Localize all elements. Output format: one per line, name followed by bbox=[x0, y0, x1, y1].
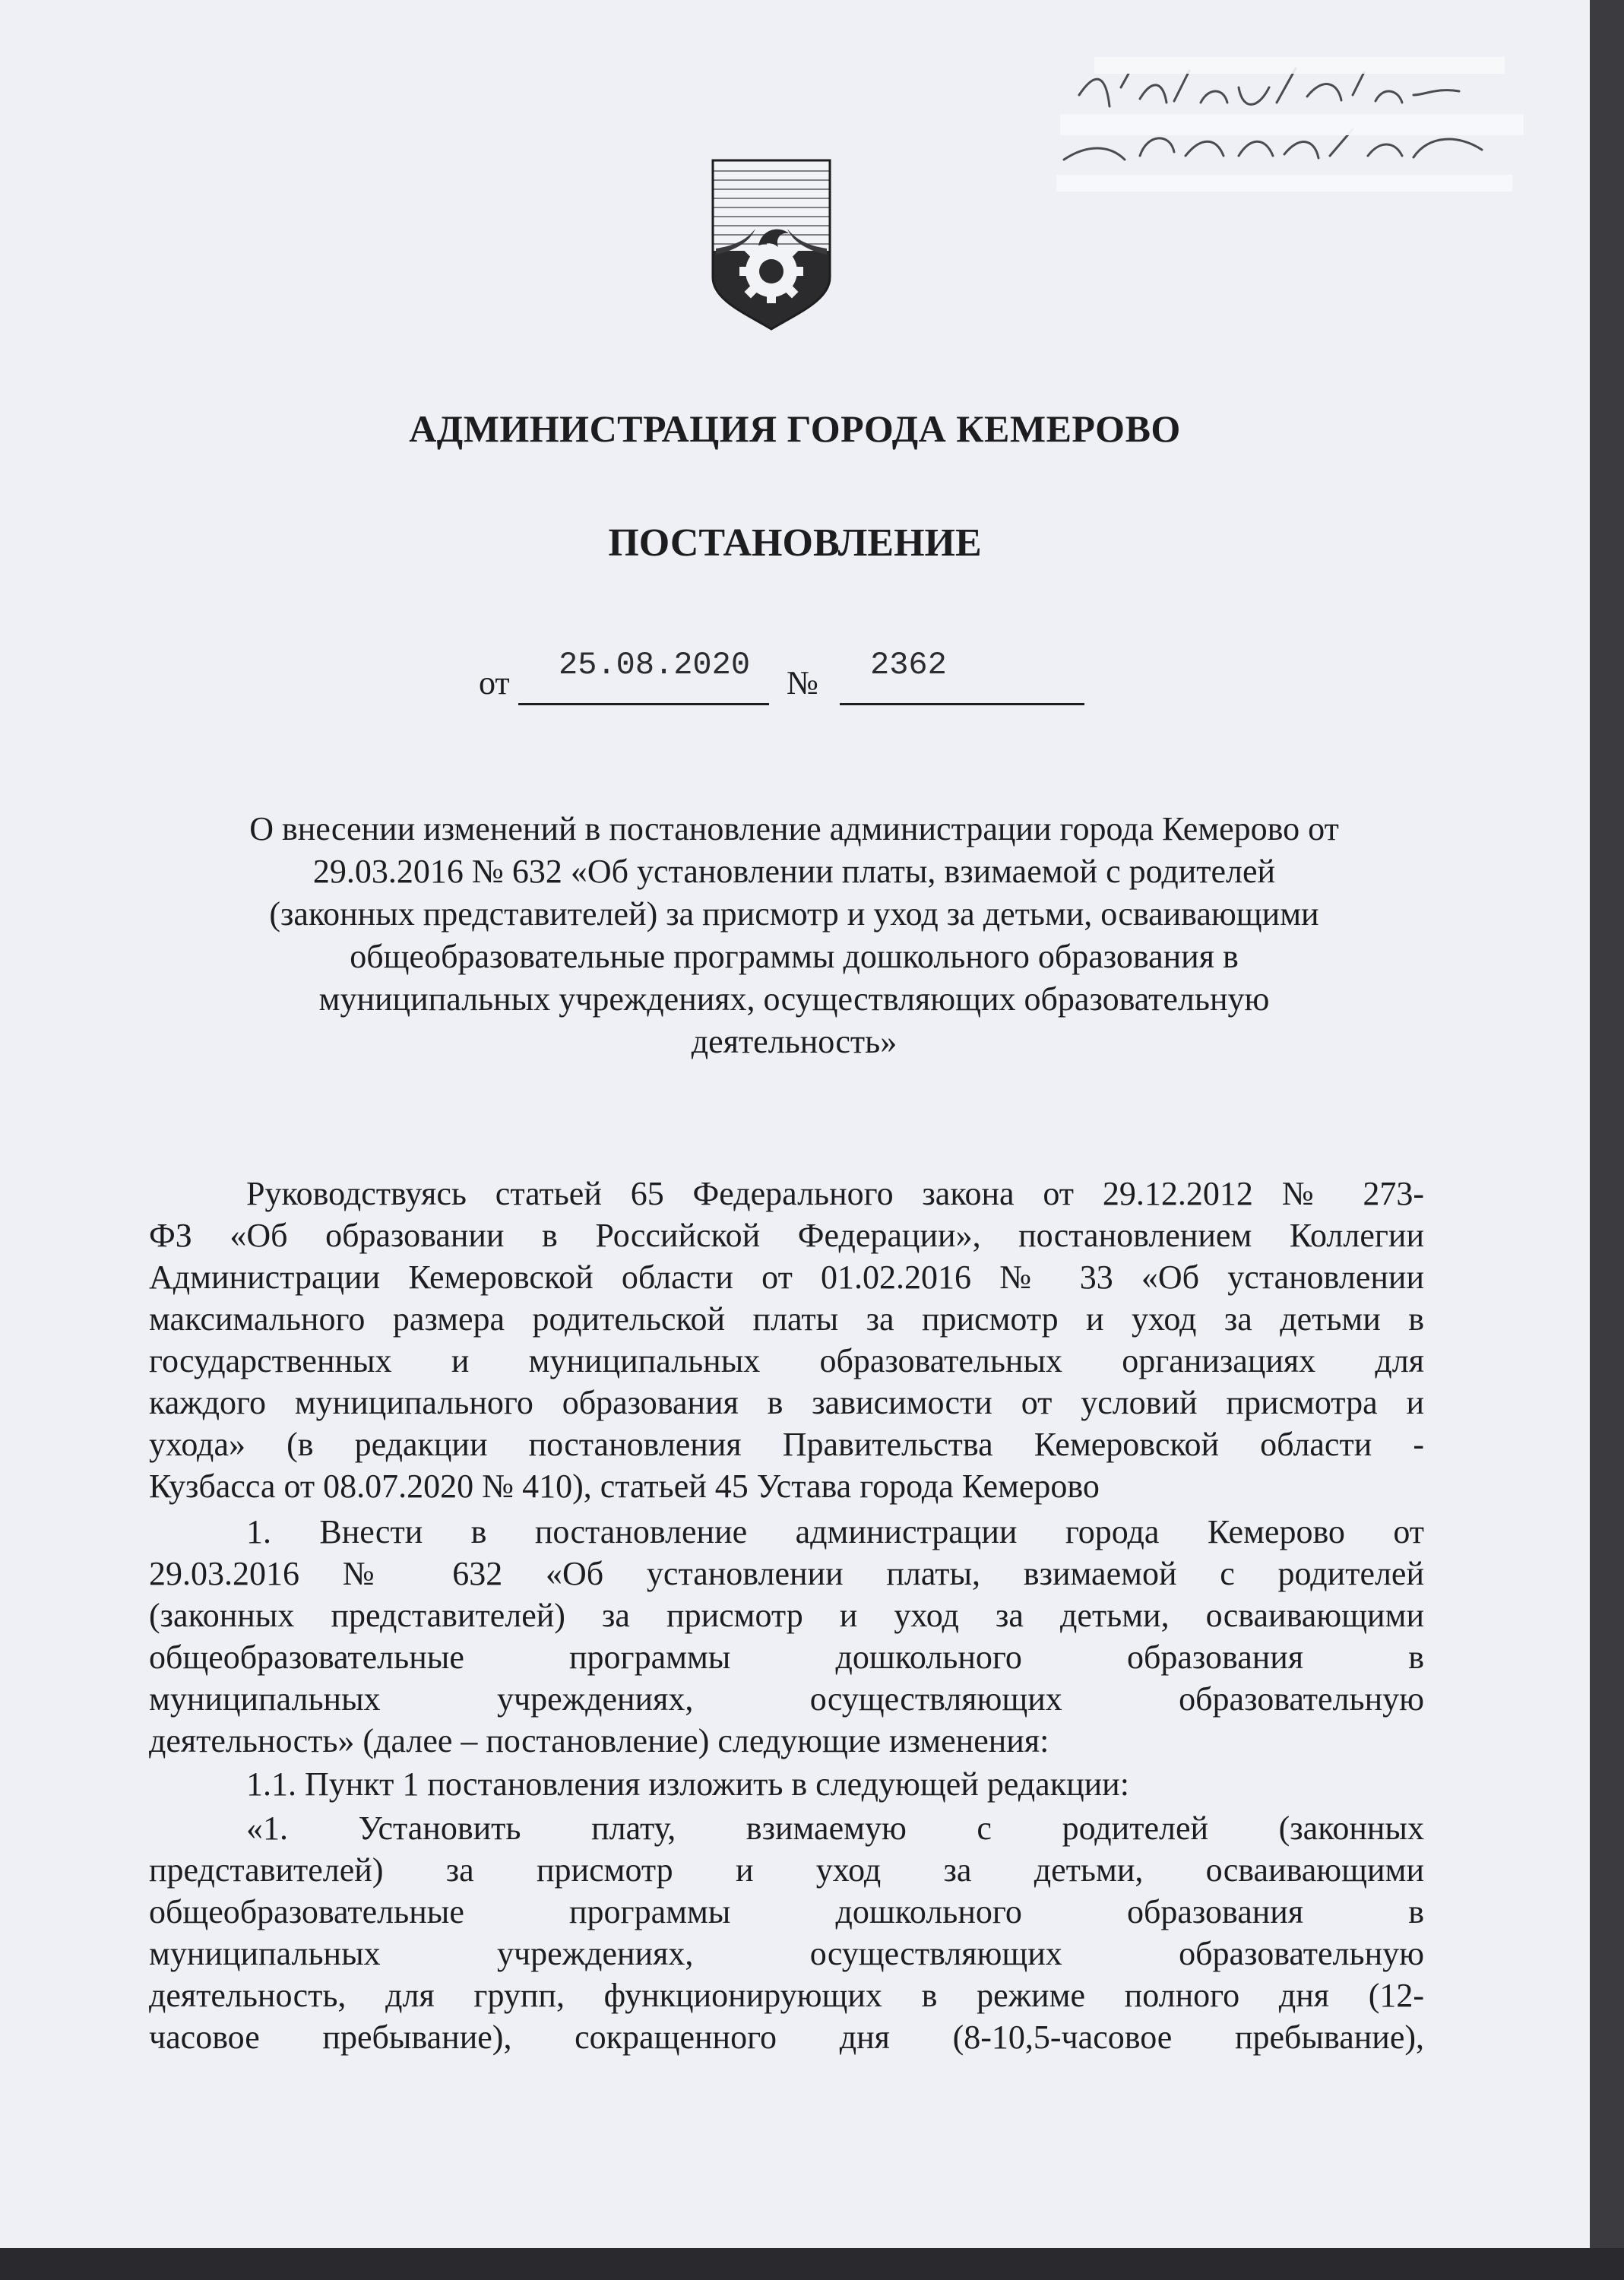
number-label: № bbox=[787, 664, 818, 701]
date-number-line bbox=[0, 647, 1590, 711]
body-line: 1.1. Пункт 1 постановления изложить в следующей редакции: bbox=[246, 1765, 1129, 1803]
body-line: общеобразовательные программы дошкольного образования в bbox=[149, 1893, 1424, 1930]
scan-edge-right bbox=[1590, 0, 1624, 2280]
body-line: 29.03.2016 № 632 «Об установлении платы, взимаемой с родителей bbox=[149, 1555, 1424, 1592]
body-line: (законных представителей) за присмотр и уход за детьми, осваивающими bbox=[149, 1597, 1424, 1634]
title-line: 29.03.2016 № 632 «Об установлении платы, взимаемой с родителей bbox=[312, 853, 1276, 890]
document-type-heading: ПОСТАНОВЛЕНИЕ bbox=[608, 521, 982, 565]
number-underline bbox=[840, 703, 1084, 705]
body-line: государственных и муниципальных образовательных организациях для bbox=[149, 1342, 1424, 1379]
title-line: общеобразовательные программы дошкольного образования в bbox=[350, 938, 1239, 975]
body-line: ухода» (в редакции постановления Правительства Кемеровской области - bbox=[149, 1426, 1424, 1463]
scan-edge-bottom bbox=[0, 2248, 1624, 2280]
body-line: представителей) за присмотр и уход за детьми, осваивающими bbox=[149, 1851, 1424, 1889]
date-underline bbox=[518, 703, 769, 705]
body-line: деятельность, для групп, функционирующих в режиме полного дня (12- bbox=[149, 1977, 1424, 2014]
body-line: Кузбасса от 08.07.2020 № 410), статьей 45 Устава города Кемерово bbox=[149, 1468, 1100, 1505]
body-line: общеобразовательные программы дошкольного образования в bbox=[149, 1639, 1424, 1676]
title-line: муниципальных учреждениях, осуществляющих образовательную bbox=[318, 980, 1270, 1018]
body-line: муниципальных учреждениях, осуществляющих образовательную bbox=[149, 1680, 1424, 1718]
body-line: максимального размера родительской платы за присмотр и уход за детьми в bbox=[149, 1300, 1424, 1338]
body-line: каждого муниципального образования в зависимости от условий присмотра и bbox=[149, 1384, 1424, 1421]
handwritten-note-icon bbox=[1049, 42, 1535, 194]
body-line: часовое пребывание), сокращенного дня (8-10,5-часовое пребывание), bbox=[149, 2019, 1424, 2056]
title-line: (законных представителей) за присмотр и уход за детьми, осваивающими bbox=[269, 895, 1319, 933]
title-line: О внесении изменений в постановление администрации города Кемерово от bbox=[249, 810, 1339, 847]
kemerovo-coat-of-arms-icon bbox=[705, 156, 837, 332]
date-label: от bbox=[479, 664, 510, 701]
body-line: Администрации Кемеровской области от 01.02.2016 № 33 «Об установлении bbox=[149, 1259, 1424, 1296]
body-line: муниципальных учреждениях, осуществляющих образовательную bbox=[149, 1935, 1424, 1972]
body-line: деятельность» (далее – постановление) следующие изменения: bbox=[149, 1722, 1049, 1759]
title-line: деятельность» bbox=[691, 1023, 897, 1060]
date-value: 25.08.2020 bbox=[559, 647, 751, 683]
body-line: «1. Установить плату, взимаемую с родителей (законных bbox=[246, 1810, 1424, 1847]
body-line: 1. Внести в постановление администрации города Кемерово от bbox=[246, 1513, 1424, 1550]
number-value: 2362 bbox=[870, 647, 947, 683]
body-line: ФЗ «Об образовании в Российской Федерации», постановлением Коллегии bbox=[149, 1217, 1424, 1254]
body-line: Руководствуясь статьей 65 Федерального закона от 29.12.2012 № 273- bbox=[246, 1175, 1424, 1212]
organization-title: АДМИНИСТРАЦИЯ ГОРОДА КЕМЕРОВО bbox=[409, 407, 1181, 450]
document-title bbox=[114, 808, 1474, 1063]
